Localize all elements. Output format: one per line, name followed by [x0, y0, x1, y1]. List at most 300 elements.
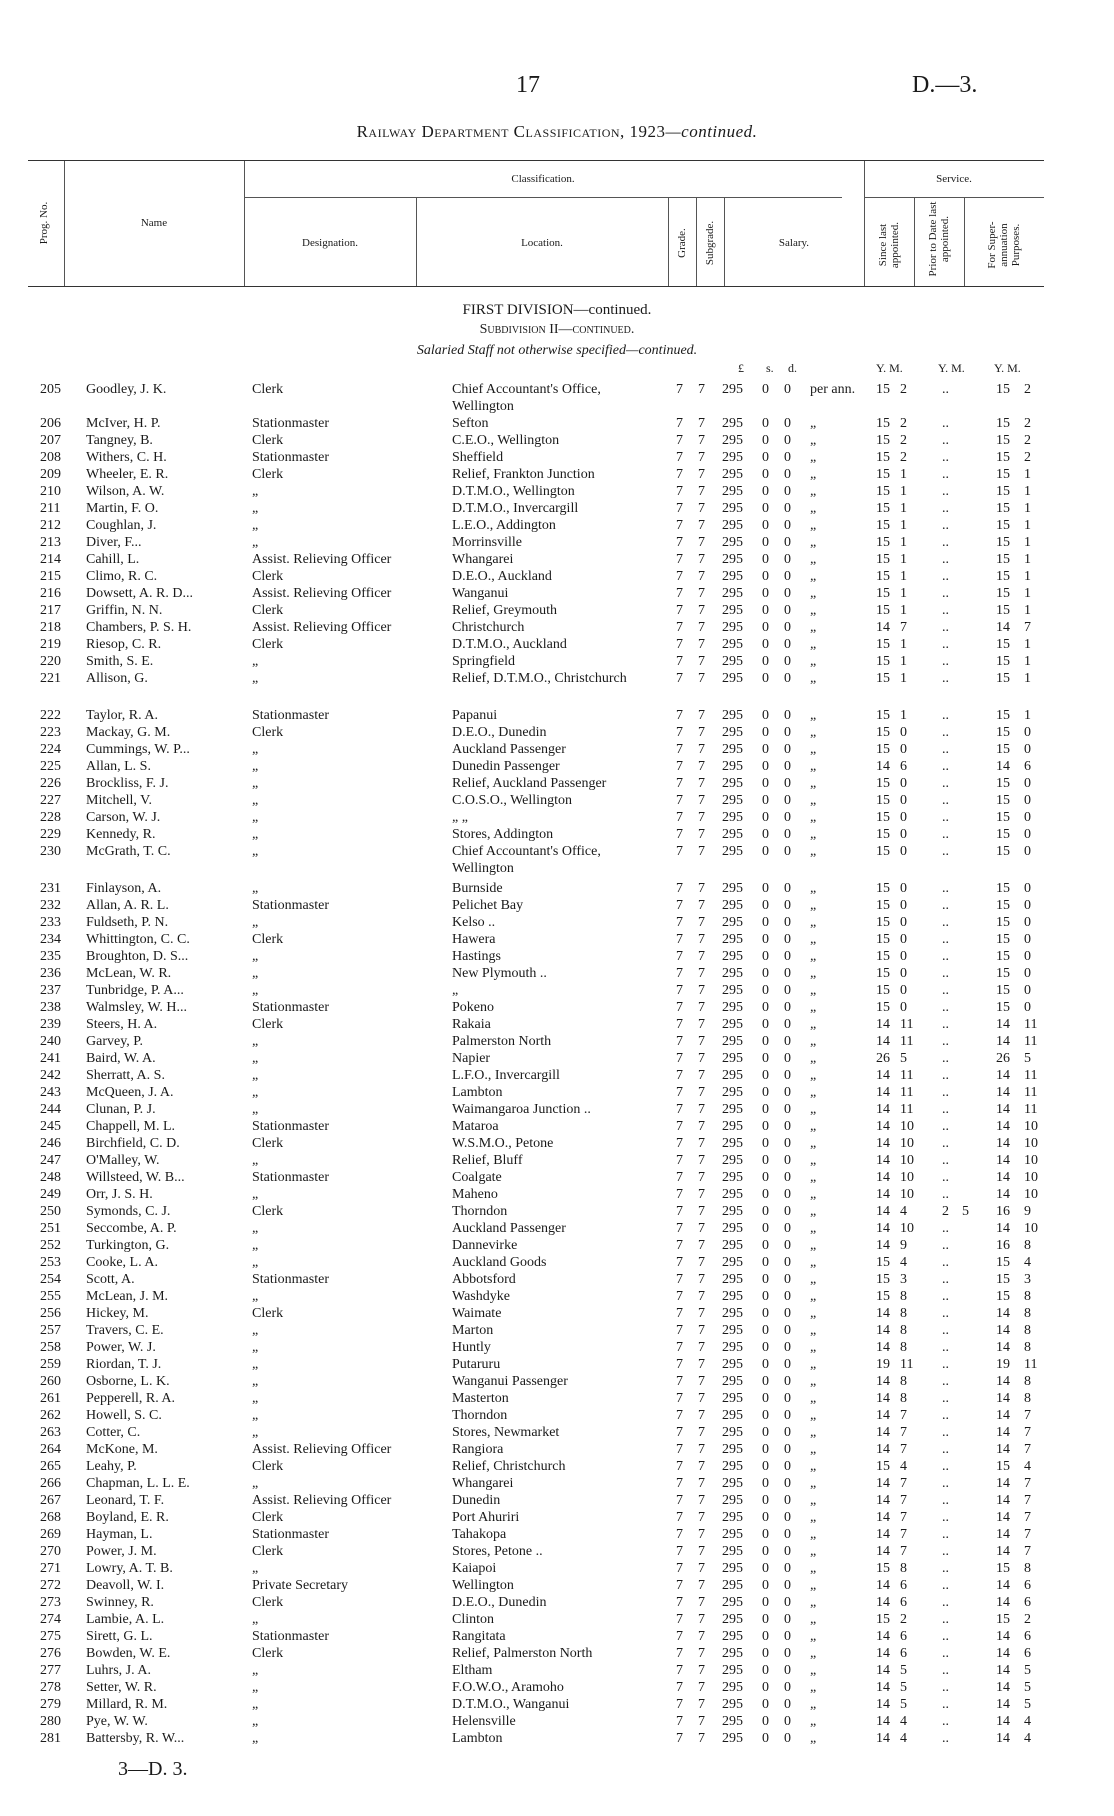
cell-salary-pounds: 295: [722, 742, 743, 757]
cell-salary-pounds: 295: [722, 759, 743, 774]
cell-location: D.E.O., Auckland: [452, 569, 552, 584]
cell-since-months: 6: [900, 1578, 907, 1593]
cell-salary-pence: 0: [784, 1068, 791, 1083]
cell-super-years: 15: [996, 603, 1010, 618]
cell-grade: 7: [676, 1374, 683, 1389]
cell-grade: 7: [676, 1272, 683, 1287]
cell-super-years: 15: [996, 416, 1010, 431]
cell-super-years: 15: [996, 898, 1010, 913]
cell-since-months: 11: [900, 1085, 914, 1100]
cell-prog-no: 254: [40, 1272, 61, 1287]
cell-super-years: 15: [996, 501, 1010, 516]
cell-super-months: 1: [1024, 586, 1031, 601]
cell-since-months: 0: [900, 915, 907, 930]
cell-name: Garvey, P.: [86, 1034, 144, 1049]
cell-grade: 7: [676, 844, 683, 859]
table-row: [0, 1322, 1114, 1339]
cell-name: Travers, C. E.: [86, 1323, 164, 1338]
cell-subgrade: 7: [698, 1153, 705, 1168]
cell-salary-shillings: 0: [762, 1391, 769, 1406]
cell-subgrade: 7: [698, 1663, 705, 1678]
cell-designation: „: [252, 1323, 259, 1338]
cell-prog-no: 225: [40, 759, 61, 774]
cell-per: „: [810, 1697, 817, 1712]
cell-name: Carson, W. J.: [86, 810, 161, 825]
cell-prior-years: ..: [942, 1493, 949, 1508]
cell-salary-pence: 0: [784, 416, 791, 431]
cell-super-years: 15: [996, 966, 1010, 981]
cell-salary-pence: 0: [784, 708, 791, 723]
cell-salary-pence: 0: [784, 1170, 791, 1185]
cell-since-months: 4: [900, 1255, 907, 1270]
cell-per: „: [810, 1272, 817, 1287]
cell-salary-pounds: 295: [722, 1595, 743, 1610]
cell-super-years: 14: [996, 1221, 1010, 1236]
cell-location: Chief Accountant's Office, Wellington: [452, 382, 601, 414]
cell-salary-pence: 0: [784, 793, 791, 808]
header-designation: Designation.: [302, 237, 358, 249]
cell-name: Whittington, C. C.: [86, 932, 190, 947]
cell-designation: „: [252, 501, 259, 516]
cell-since-years: 19: [876, 1357, 890, 1372]
cell-prog-no: 247: [40, 1153, 61, 1168]
unit-pound: £: [738, 361, 744, 375]
cell-designation: Clerk: [252, 932, 284, 947]
cell-prior-years: ..: [942, 1476, 949, 1491]
cell-super-years: 15: [996, 1255, 1010, 1270]
cell-salary-shillings: 0: [762, 793, 769, 808]
cell-location: Coalgate: [452, 1170, 502, 1185]
cell-prog-no: 239: [40, 1017, 61, 1032]
cell-salary-pence: 0: [784, 1697, 791, 1712]
cell-subgrade: 7: [698, 1391, 705, 1406]
cell-name: Climo, R. C.: [86, 569, 158, 584]
cell-salary-pounds: 295: [722, 1697, 743, 1712]
cell-salary-pounds: 295: [722, 586, 743, 601]
cell-grade: 7: [676, 725, 683, 740]
cell-grade: 7: [676, 1000, 683, 1015]
table-row: [0, 741, 1114, 758]
cell-prog-no: 271: [40, 1561, 61, 1576]
cell-prior-years: ..: [942, 1697, 949, 1712]
cell-prior-years: ..: [942, 1340, 949, 1355]
cell-since-years: 14: [876, 1238, 890, 1253]
cell-salary-pounds: 295: [722, 535, 743, 550]
cell-salary-pounds: 295: [722, 1221, 743, 1236]
cell-salary-pounds: 295: [722, 1544, 743, 1559]
cell-designation: Clerk: [252, 1510, 284, 1525]
cell-prog-no: 219: [40, 637, 61, 652]
cell-salary-shillings: 0: [762, 1238, 769, 1253]
cell-grade: 7: [676, 1102, 683, 1117]
cell-prior-years: ..: [942, 1714, 949, 1729]
cell-prior-years: ..: [942, 1136, 949, 1151]
cell-salary-shillings: 0: [762, 810, 769, 825]
cell-super-years: 15: [996, 844, 1010, 859]
cell-super-months: 11: [1024, 1034, 1038, 1049]
cell-prior-years: ..: [942, 467, 949, 482]
cell-grade: 7: [676, 1289, 683, 1304]
cell-super-years: 14: [996, 1017, 1010, 1032]
cell-grade: 7: [676, 793, 683, 808]
cell-prior-years: ..: [942, 932, 949, 947]
cell-subgrade: 7: [698, 1425, 705, 1440]
cell-location: Lambton: [452, 1731, 503, 1746]
cell-grade: 7: [676, 915, 683, 930]
cell-salary-shillings: 0: [762, 1442, 769, 1457]
cell-salary-pence: 0: [784, 810, 791, 825]
cell-location: Waimangaroa Junction ..: [452, 1102, 591, 1117]
cell-super-years: 15: [996, 382, 1010, 397]
cell-location: Relief, Palmerston North: [452, 1646, 593, 1661]
cell-super-months: 8: [1024, 1340, 1031, 1355]
cell-since-months: 4: [900, 1731, 907, 1746]
cell-salary-pence: 0: [784, 1085, 791, 1100]
cell-prior-years: ..: [942, 1374, 949, 1389]
header-location: Location.: [521, 237, 563, 249]
cell-per: „: [810, 1187, 817, 1202]
cell-name: Sirett, G. L.: [86, 1629, 153, 1644]
table-row: [0, 500, 1114, 517]
cell-salary-pence: 0: [784, 881, 791, 896]
cell-salary-shillings: 0: [762, 1493, 769, 1508]
cell-salary-pounds: 295: [722, 1629, 743, 1644]
cell-designation: Clerk: [252, 569, 284, 584]
table-row: [0, 775, 1114, 792]
cell-per: „: [810, 433, 817, 448]
cell-super-years: 14: [996, 1476, 1010, 1491]
cell-super-years: 19: [996, 1357, 1010, 1372]
cell-since-years: 14: [876, 1442, 890, 1457]
cell-subgrade: 7: [698, 1612, 705, 1627]
cell-per: „: [810, 552, 817, 567]
cell-super-years: 14: [996, 1187, 1010, 1202]
cell-designation: „: [252, 949, 259, 964]
cell-designation: „: [252, 1187, 259, 1202]
cell-subgrade: 7: [698, 518, 705, 533]
cell-subgrade: 7: [698, 416, 705, 431]
cell-since-months: 1: [900, 671, 907, 686]
cell-prog-no: 272: [40, 1578, 61, 1593]
cell-location: Relief, Christchurch: [452, 1459, 566, 1474]
cell-name: McKone, M.: [86, 1442, 158, 1457]
cell-name: Pye, W. W.: [86, 1714, 148, 1729]
cell-designation: „: [252, 966, 259, 981]
cell-since-months: 1: [900, 552, 907, 567]
cell-designation: Clerk: [252, 1136, 284, 1151]
cell-since-months: 0: [900, 793, 907, 808]
cell-salary-shillings: 0: [762, 1544, 769, 1559]
cell-name: Allison, G.: [86, 671, 148, 686]
cell-super-months: 0: [1024, 810, 1031, 825]
cell-salary-pounds: 295: [722, 1034, 743, 1049]
cell-subgrade: 7: [698, 776, 705, 791]
table-row: [0, 551, 1114, 568]
cell-designation: Private Secretary: [252, 1578, 349, 1593]
cell-subgrade: 7: [698, 1017, 705, 1032]
cell-per: „: [810, 1357, 817, 1372]
cell-grade: 7: [676, 1034, 683, 1049]
cell-super-months: 1: [1024, 603, 1031, 618]
cell-salary-pence: 0: [784, 1221, 791, 1236]
cell-prog-no: 257: [40, 1323, 61, 1338]
cell-grade: 7: [676, 637, 683, 652]
document-reference: D.—3.: [912, 72, 978, 98]
cell-per: „: [810, 949, 817, 964]
cell-per: „: [810, 1017, 817, 1032]
cell-prior-years: ..: [942, 1646, 949, 1661]
cell-designation: Clerk: [252, 1017, 284, 1032]
cell-super-months: 0: [1024, 881, 1031, 896]
cell-since-months: 2: [900, 1612, 907, 1627]
cell-prog-no: 210: [40, 484, 61, 499]
cell-super-years: 14: [996, 1153, 1010, 1168]
cell-subgrade: 7: [698, 793, 705, 808]
cell-designation: Stationmaster: [252, 898, 329, 913]
cell-salary-pounds: 295: [722, 810, 743, 825]
cell-per: „: [810, 1085, 817, 1100]
cell-prior-years: 2: [942, 1204, 949, 1219]
cell-designation: „: [252, 1068, 259, 1083]
cell-super-months: 10: [1024, 1136, 1038, 1151]
cell-since-years: 15: [876, 569, 890, 584]
unit-pence: d.: [788, 361, 797, 375]
cell-since-years: 14: [876, 759, 890, 774]
cell-since-years: 15: [876, 915, 890, 930]
cell-salary-pence: 0: [784, 1102, 791, 1117]
cell-salary-pounds: 295: [722, 1680, 743, 1695]
cell-prior-years: ..: [942, 1357, 949, 1372]
cell-since-months: 0: [900, 881, 907, 896]
cell-prior-years: ..: [942, 586, 949, 601]
cell-salary-pence: 0: [784, 1391, 791, 1406]
cell-since-months: 11: [900, 1034, 914, 1049]
cell-salary-pence: 0: [784, 1459, 791, 1474]
cell-name: Clunan, P. J.: [86, 1102, 156, 1117]
cell-designation: Clerk: [252, 1595, 284, 1610]
cell-grade: 7: [676, 759, 683, 774]
cell-salary-pence: 0: [784, 1646, 791, 1661]
cell-prior-years: ..: [942, 1527, 949, 1542]
cell-super-months: 2: [1024, 450, 1031, 465]
cell-per: „: [810, 776, 817, 791]
cell-designation: „: [252, 484, 259, 499]
cell-salary-shillings: 0: [762, 1459, 769, 1474]
header-subgrade: Subgrade.: [704, 220, 716, 266]
cell-name: Chappell, M. L.: [86, 1119, 176, 1134]
cell-prior-years: ..: [942, 708, 949, 723]
cell-per: „: [810, 881, 817, 896]
cell-prog-no: 213: [40, 535, 61, 550]
cell-salary-pounds: 295: [722, 552, 743, 567]
cell-salary-pounds: 295: [722, 1357, 743, 1372]
table-row: [0, 1169, 1114, 1186]
cell-salary-shillings: 0: [762, 844, 769, 859]
cell-grade: 7: [676, 1221, 683, 1236]
cell-grade: 7: [676, 1187, 683, 1202]
table-row: [0, 1543, 1114, 1560]
cell-super-months: 0: [1024, 949, 1031, 964]
cell-per: „: [810, 1544, 817, 1559]
cell-salary-shillings: 0: [762, 1204, 769, 1219]
cell-super-months: 11: [1024, 1102, 1038, 1117]
cell-super-years: 14: [996, 1493, 1010, 1508]
cell-per: „: [810, 1153, 817, 1168]
cell-salary-shillings: 0: [762, 671, 769, 686]
cell-salary-pounds: 295: [722, 1170, 743, 1185]
cell-location: D.T.M.O., Wellington: [452, 484, 575, 499]
cell-prior-years: ..: [942, 1578, 949, 1593]
cell-since-months: 10: [900, 1187, 914, 1202]
cell-salary-pence: 0: [784, 1408, 791, 1423]
cell-designation: „: [252, 1034, 259, 1049]
cell-super-months: 8: [1024, 1561, 1031, 1576]
cell-salary-shillings: 0: [762, 1612, 769, 1627]
cell-prior-years: ..: [942, 1561, 949, 1576]
cell-super-months: 7: [1024, 1493, 1031, 1508]
cell-name: Hayman, L.: [86, 1527, 153, 1542]
cell-grade: 7: [676, 1697, 683, 1712]
cell-salary-shillings: 0: [762, 1340, 769, 1355]
cell-designation: „: [252, 1238, 259, 1253]
cell-since-months: 0: [900, 966, 907, 981]
cell-subgrade: 7: [698, 1731, 705, 1746]
cell-subgrade: 7: [698, 1051, 705, 1066]
cell-prior-years: ..: [942, 1221, 949, 1236]
cell-grade: 7: [676, 1578, 683, 1593]
cell-per: „: [810, 1408, 817, 1423]
cell-since-years: 15: [876, 708, 890, 723]
cell-grade: 7: [676, 1680, 683, 1695]
cell-salary-shillings: 0: [762, 759, 769, 774]
table-row: [0, 707, 1114, 724]
cell-salary-pence: 0: [784, 1510, 791, 1525]
cell-subgrade: 7: [698, 983, 705, 998]
cell-salary-shillings: 0: [762, 1272, 769, 1287]
cell-subgrade: 7: [698, 1459, 705, 1474]
cell-grade: 7: [676, 1204, 683, 1219]
cell-since-months: 11: [900, 1068, 914, 1083]
cell-salary-shillings: 0: [762, 586, 769, 601]
cell-location: Huntly: [452, 1340, 491, 1355]
cell-location: Relief, Frankton Junction: [452, 467, 595, 482]
cell-salary-pounds: 295: [722, 1459, 743, 1474]
cell-subgrade: 7: [698, 433, 705, 448]
cell-designation: „: [252, 881, 259, 896]
cell-designation: Clerk: [252, 1544, 284, 1559]
cell-name: Wheeler, E. R.: [86, 467, 169, 482]
cell-per: „: [810, 1731, 817, 1746]
cell-location: Chief Accountant's Office, Wellington: [452, 844, 601, 876]
cell-prog-no: 208: [40, 450, 61, 465]
cell-since-months: 2: [900, 433, 907, 448]
cell-prog-no: 270: [40, 1544, 61, 1559]
cell-designation: „: [252, 518, 259, 533]
cell-super-months: 5: [1024, 1697, 1031, 1712]
cell-prog-no: 241: [40, 1051, 61, 1066]
cell-since-years: 14: [876, 1323, 890, 1338]
cell-since-years: 14: [876, 1663, 890, 1678]
cell-designation: Assist. Relieving Officer: [252, 1442, 392, 1457]
table-row: [0, 880, 1114, 897]
cell-name: Hickey, M.: [86, 1306, 149, 1321]
cell-subgrade: 7: [698, 1544, 705, 1559]
table-row: [0, 1662, 1114, 1679]
cell-subgrade: 7: [698, 1595, 705, 1610]
table-row: [0, 1339, 1114, 1356]
cell-since-years: 14: [876, 1119, 890, 1134]
cell-super-years: 14: [996, 1595, 1010, 1610]
table-row: [0, 466, 1114, 483]
cell-location: Helensville: [452, 1714, 516, 1729]
cell-since-years: 14: [876, 1085, 890, 1100]
cell-location: Kelso ..: [452, 915, 496, 930]
cell-location: Stores, Addington: [452, 827, 554, 842]
cell-prior-years: ..: [942, 1153, 949, 1168]
cell-salary-shillings: 0: [762, 1051, 769, 1066]
cell-salary-pence: 0: [784, 382, 791, 397]
cell-salary-pounds: 295: [722, 1374, 743, 1389]
cell-grade: 7: [676, 966, 683, 981]
cell-super-months: 8: [1024, 1289, 1031, 1304]
cell-salary-shillings: 0: [762, 1527, 769, 1542]
table-row: [0, 1033, 1114, 1050]
cell-salary-pence: 0: [784, 1119, 791, 1134]
cell-super-months: 1: [1024, 637, 1031, 652]
cell-prior-years: ..: [942, 1629, 949, 1644]
cell-prog-no: 216: [40, 586, 61, 601]
cell-salary-pence: 0: [784, 949, 791, 964]
cell-subgrade: 7: [698, 603, 705, 618]
cell-salary-pence: 0: [784, 1340, 791, 1355]
cell-since-years: 15: [876, 725, 890, 740]
cell-super-years: 15: [996, 433, 1010, 448]
cell-prior-years: ..: [942, 1425, 949, 1440]
cell-salary-pounds: 295: [722, 1051, 743, 1066]
cell-since-years: 14: [876, 1629, 890, 1644]
cell-super-years: 26: [996, 1051, 1010, 1066]
cell-since-months: 8: [900, 1391, 907, 1406]
cell-name: Cooke, L. A.: [86, 1255, 158, 1270]
cell-name: Steers, H. A.: [86, 1017, 158, 1032]
cell-location: Palmerston North: [452, 1034, 552, 1049]
cell-since-years: 15: [876, 827, 890, 842]
cell-since-years: 15: [876, 776, 890, 791]
cell-prior-years: ..: [942, 1663, 949, 1678]
cell-per: „: [810, 1340, 817, 1355]
cell-designation: „: [252, 827, 259, 842]
cell-since-months: 5: [900, 1680, 907, 1695]
cell-since-months: 1: [900, 501, 907, 516]
cell-prior-years: ..: [942, 1731, 949, 1746]
cell-salary-shillings: 0: [762, 1697, 769, 1712]
cell-subgrade: 7: [698, 1221, 705, 1236]
cell-designation: Stationmaster: [252, 1119, 329, 1134]
cell-location: C.E.O., Wellington: [452, 433, 560, 448]
table-row: [0, 1186, 1114, 1203]
cell-grade: 7: [676, 1238, 683, 1253]
cell-name: Bowden, W. E.: [86, 1646, 171, 1661]
cell-subgrade: 7: [698, 1119, 705, 1134]
cell-name: Turkington, G.: [86, 1238, 170, 1253]
cell-location: D.E.O., Dunedin: [452, 725, 547, 740]
cell-per: „: [810, 932, 817, 947]
cell-since-years: 15: [876, 1459, 890, 1474]
cell-salary-pounds: 295: [722, 932, 743, 947]
cell-prior-years: ..: [942, 433, 949, 448]
cell-salary-pence: 0: [784, 1425, 791, 1440]
cell-since-years: 14: [876, 1374, 890, 1389]
